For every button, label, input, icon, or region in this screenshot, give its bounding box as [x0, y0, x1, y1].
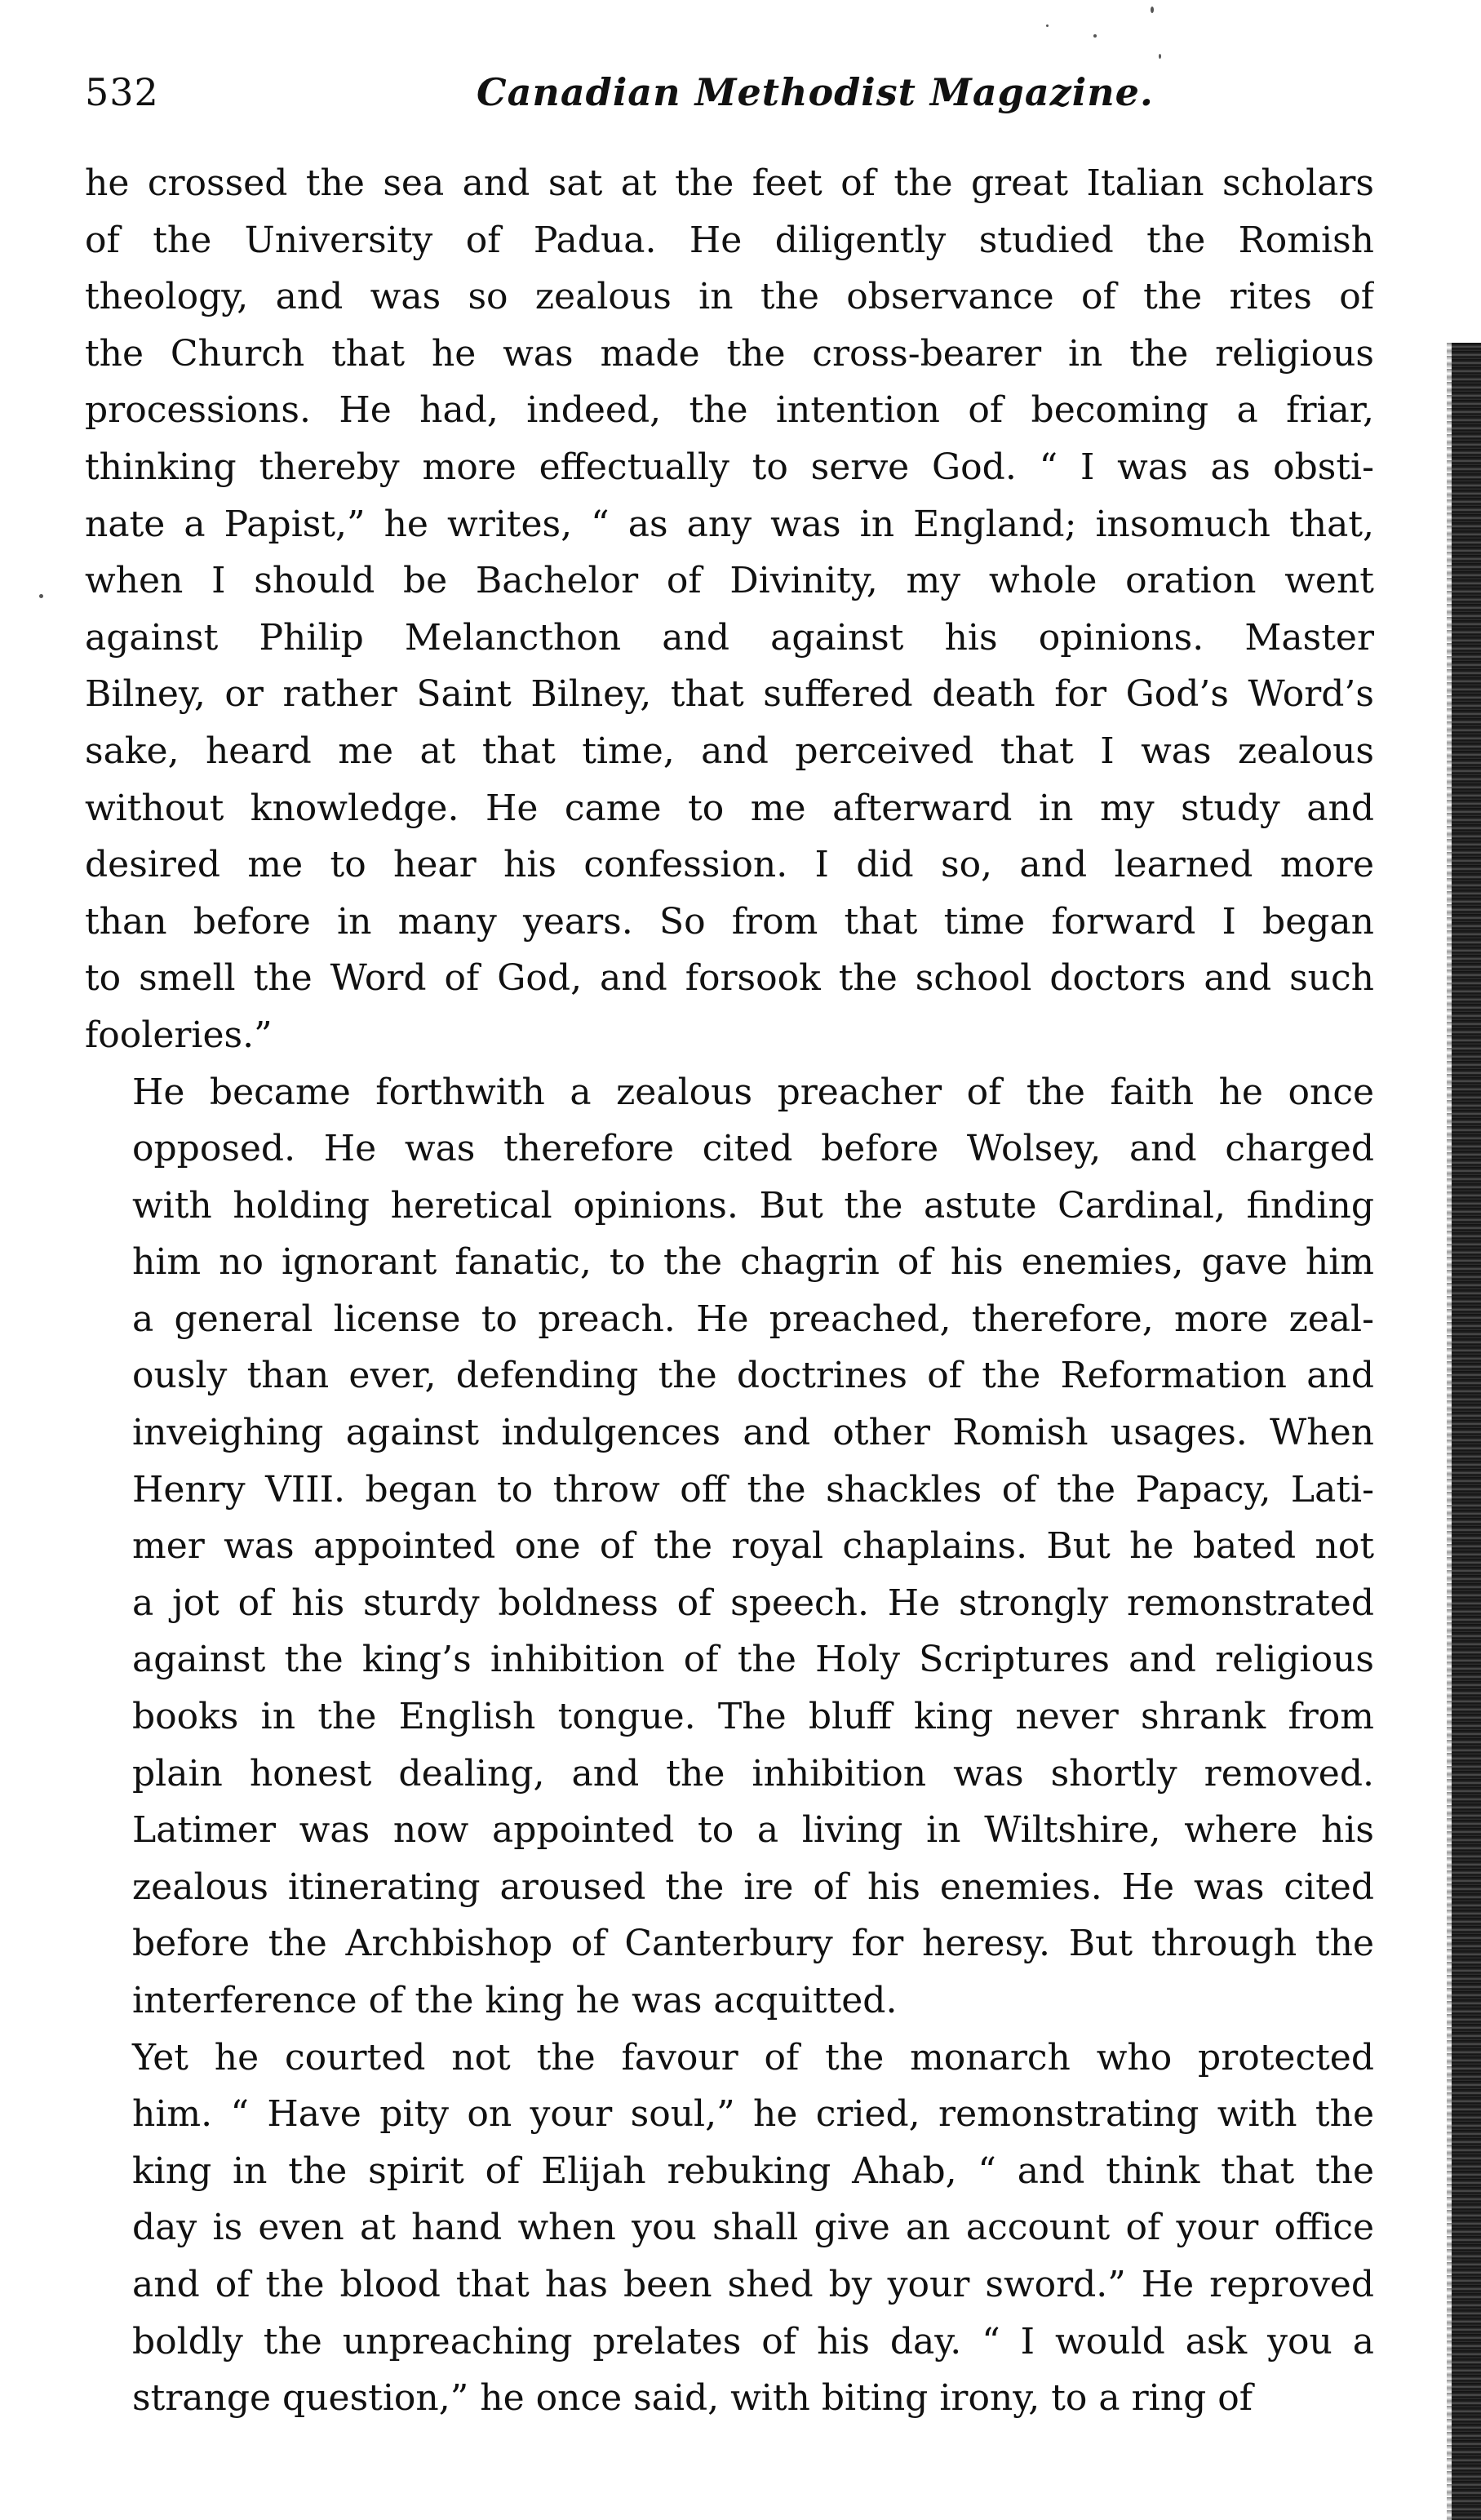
scan-speck — [39, 594, 43, 598]
text-line: strange question,” he once said, with biting irony, to a ring of — [132, 2377, 1253, 2420]
text-line: processions. He had, indeed, the intention of becoming a friar, — [85, 389, 1374, 432]
scan-speck — [1093, 34, 1097, 38]
text-line: against Philip Melancthon and against his opinions. Master — [85, 616, 1374, 659]
text-line: sake, heard me at that time, and perceived that I was zealous — [85, 730, 1374, 772]
scan-speck — [1046, 24, 1049, 27]
text-line: boldly the unpreaching prelates of his day. “ I would ask you a — [132, 2320, 1374, 2362]
text-line: opposed. He was therefore cited before Wolsey, and charged — [132, 1128, 1374, 1170]
text-line: interference of the king he was acquitted. — [132, 1980, 898, 2021]
text-line: ously than ever, defending the doctrines of the Reformation and — [132, 1355, 1374, 1397]
text-line: to smell the Word of God, and forsook the school doctors and such — [85, 957, 1374, 1000]
text-line: when I should be Bachelor of Divinity, my whole oration went — [85, 560, 1374, 602]
text-line: than before in many years. So from that time forward I began — [85, 900, 1374, 943]
book-spine-shadow — [1452, 343, 1481, 2520]
text-line: Yet he courted not the favour of the monarch who protected — [132, 2036, 1374, 2079]
text-line: Latimer was now appointed to a living in Wiltshire, where his — [132, 1809, 1374, 1852]
text-line: zealous itinerating aroused the ire of his enemies. He was cited — [132, 1866, 1374, 1908]
text-line: thinking thereby more effectually to serve God. “ I was as obsti- — [85, 446, 1374, 488]
text-line: desired me to hear his confession. I did so, and learned more — [85, 844, 1374, 886]
text-line: day is even at hand when you shall give an account of your office — [132, 2207, 1374, 2249]
text-line: before the Archbishop of Canterbury for heresy. But through the — [132, 1923, 1374, 1965]
text-line: and of the blood that has been shed by your sword.” He reproved — [132, 2263, 1374, 2305]
paragraph — [85, 155, 1374, 1064]
paragraph — [85, 1064, 1374, 2030]
text-line: of the University of Padua. He diligently studied the Romish — [85, 219, 1374, 261]
text-line: the Church that he was made the cross-bearer in the religious — [85, 332, 1374, 375]
text-line: theology, and was so zealous in the observance of the rites of — [85, 276, 1374, 318]
text-line: a jot of his sturdy boldness of speech. He strongly remonstrated — [132, 1582, 1374, 1624]
text-line: him no ignorant fanatic, to the chagrin of his enemies, gave him — [132, 1241, 1374, 1284]
paragraph — [85, 2030, 1374, 2427]
scan-speck — [1151, 7, 1154, 13]
text-line: books in the English tongue. The bluff king never shrank from — [132, 1696, 1374, 1738]
text-line: Bilney, or rather Saint Bilney, that suffered death for God’s Word’s — [85, 673, 1374, 716]
text-line: with holding heretical opinions. But the astute Cardinal, finding — [132, 1184, 1374, 1227]
running-title: Canadian Methodist Magazine. — [477, 70, 1154, 114]
text-line: king in the spirit of Elijah rebuking Ahab, “ and think that the — [132, 2150, 1374, 2192]
text-line: against the king’s inhibition of the Holy Scriptures and religious — [132, 1639, 1374, 1681]
page-number: 532 — [85, 70, 159, 114]
text-line: inveighing against indulgences and other Romish usages. When — [132, 1412, 1374, 1454]
body-text — [85, 155, 1374, 2427]
text-line: he crossed the sea and sat at the feet of the great Italian scholars — [85, 162, 1374, 204]
text-line: fooleries.” — [85, 1014, 273, 1056]
text-line: nate a Papist,” he writes, “ as any was in England; insomuch that, — [85, 503, 1374, 545]
text-line: mer was appointed one of the royal chaplains. But he bated not — [132, 1525, 1374, 1568]
text-line: a general license to preach. He preached, therefore, more zeal- — [132, 1298, 1374, 1340]
text-line: Henry VIII. began to throw off the shackles of the Papacy, Lati- — [132, 1468, 1374, 1511]
scan-speck — [1159, 54, 1161, 59]
text-line: without knowledge. He came to me afterward in my study and — [85, 787, 1374, 829]
text-line: He became forthwith a zealous preacher of the faith he once — [132, 1071, 1374, 1113]
page-header — [85, 64, 1374, 121]
text-line: him. “ Have pity on your soul,” he cried, remonstrating with the — [132, 2093, 1374, 2136]
text-line: plain honest dealing, and the inhibition was shortly removed. — [132, 1752, 1374, 1795]
